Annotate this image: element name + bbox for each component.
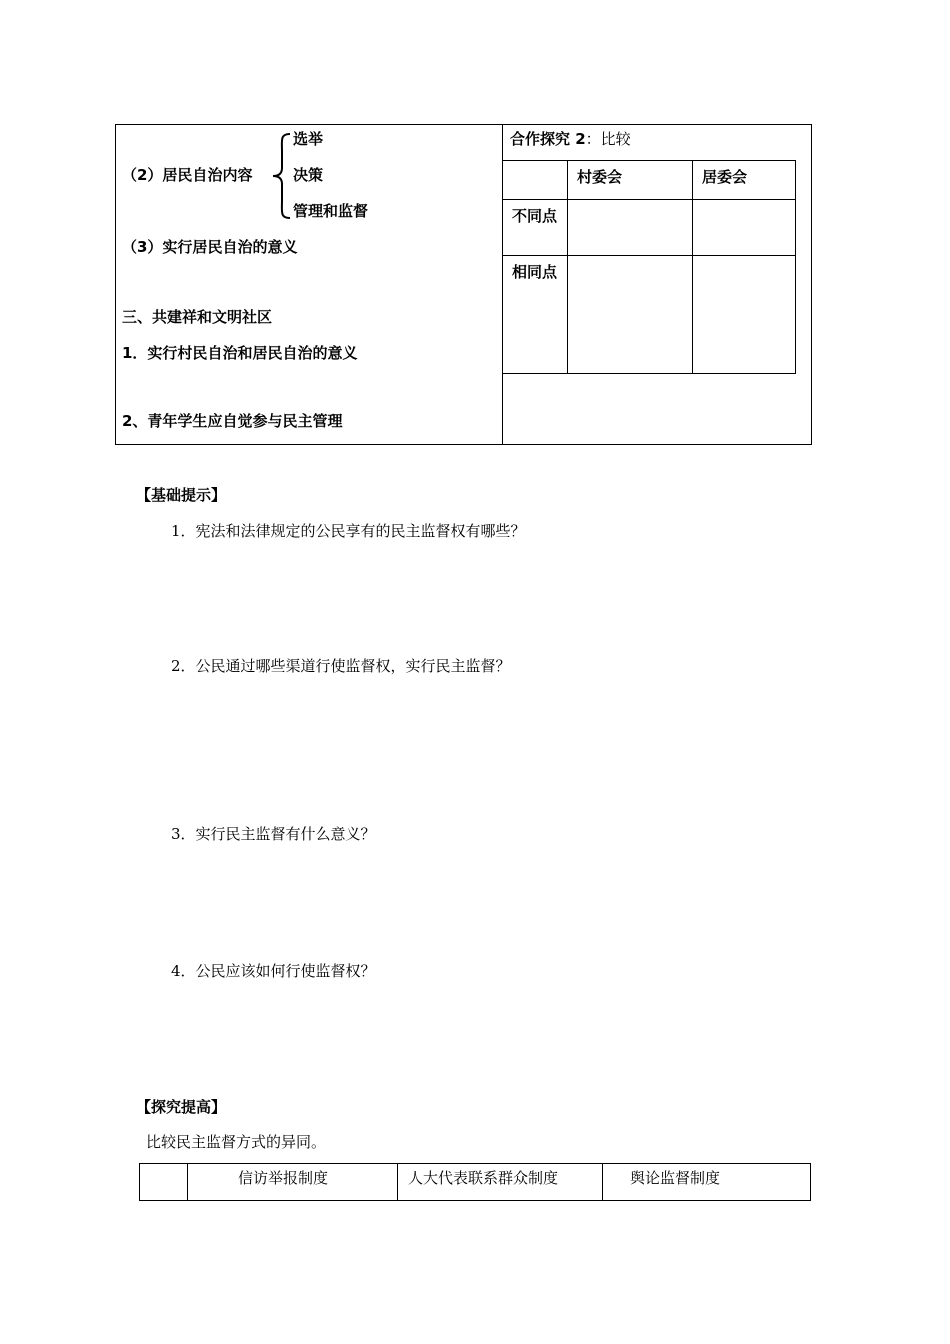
option-election: 选举: [293, 130, 324, 148]
point-2: 2、青年学生应自觉参与民主管理: [122, 412, 343, 430]
row-similarities: 相同点: [512, 263, 558, 281]
row-differences: 不同点: [512, 207, 558, 225]
question-4: 4．公民应该如何行使监督权？: [171, 962, 376, 980]
compare-title-bold: 合作探究 2: [510, 130, 586, 148]
option-management: 管理和监督: [293, 202, 369, 220]
option-decision: 决策: [293, 166, 324, 184]
section-3-heading: 三、共建祥和文明社区: [122, 308, 273, 326]
curly-brace-icon: [270, 132, 292, 220]
point-1: 1．实行村民自治和居民自治的意义: [122, 344, 358, 362]
column-media-supervision-system: 舆论监督制度: [630, 1169, 721, 1187]
compare-title: [510, 128, 631, 149]
basic-tips-heading: 【基础提示】: [136, 486, 227, 504]
column-resident-committee: 居委会: [702, 168, 748, 186]
item-resident-autonomy-meaning: （3）实行居民自治的意义: [122, 238, 298, 256]
compare-title-rest: ：比较: [585, 130, 631, 148]
column-village-committee: 村委会: [577, 168, 623, 186]
question-3: 3．实行民主监督有什么意义？: [171, 825, 376, 843]
column-petition-system: 信访举报制度: [238, 1169, 329, 1187]
question-2: 2．公民通过哪些渠道行使监督权，实行民主监督？: [171, 657, 511, 675]
explore-heading: 【探究提高】: [136, 1098, 227, 1116]
item-resident-autonomy-content: （2）居民自治内容: [122, 166, 253, 184]
question-1: 1．宪法和法律规定的公民享有的民主监督权有哪些？: [171, 522, 526, 540]
explore-intro: 比较民主监督方式的异同。: [146, 1133, 327, 1151]
column-deputy-liaison-system: 人大代表联系群众制度: [408, 1169, 559, 1187]
